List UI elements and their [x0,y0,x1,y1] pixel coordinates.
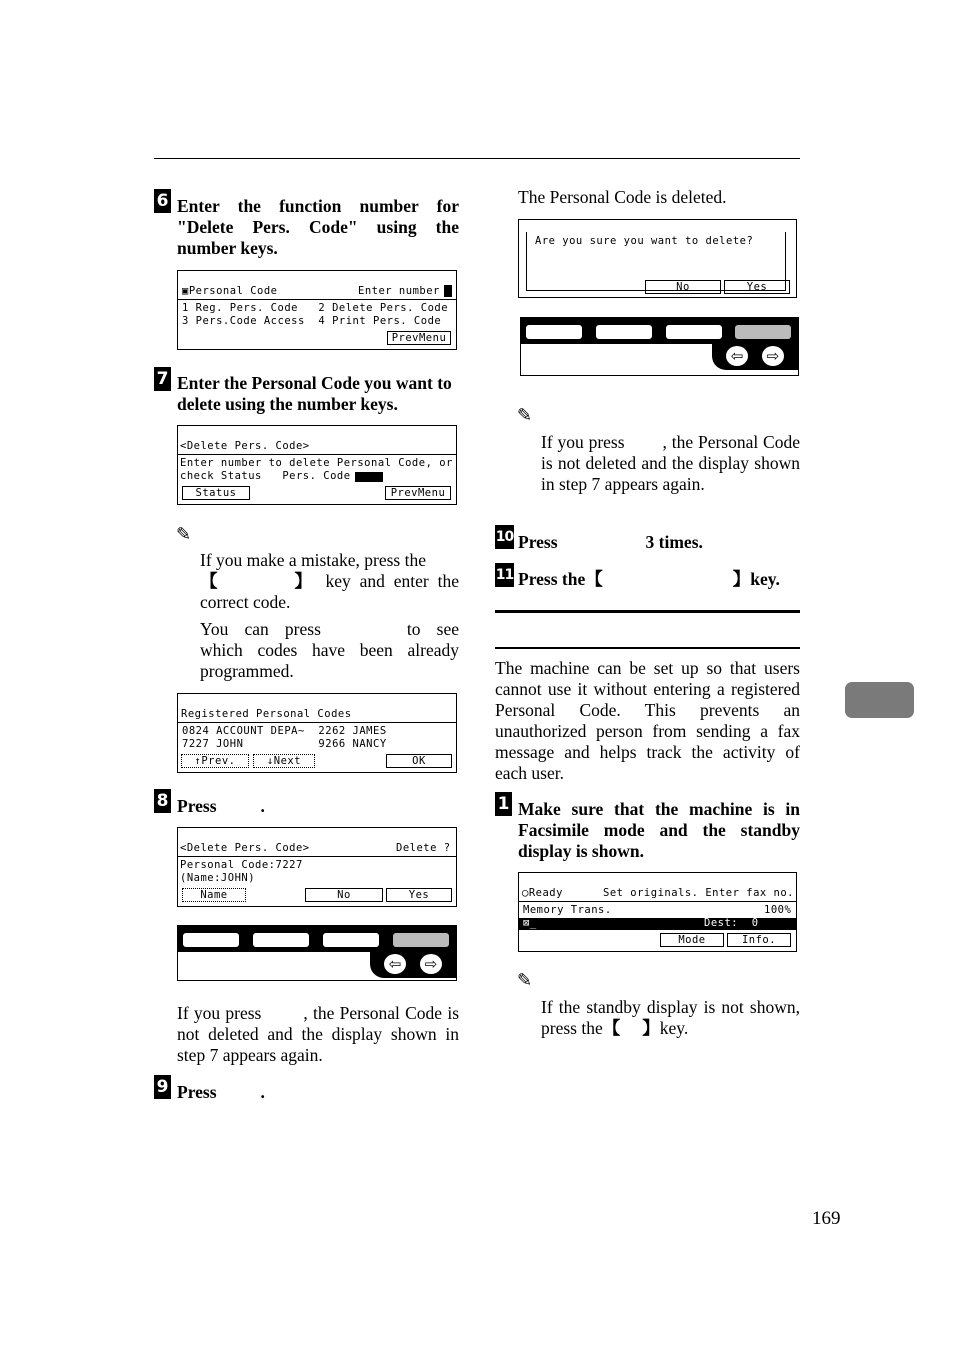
bracket-open: 【 [585,569,603,589]
prev-menu-button[interactable]: PrevMenu [387,331,451,345]
code-entry-field[interactable] [355,472,383,482]
bracket-close: 】 [290,571,317,591]
step-number: 11 [495,563,514,587]
header-rule [154,158,800,159]
lcd-standby-display [518,872,797,952]
step-number: 8 [154,789,171,813]
step-instruction: Press . [177,796,265,816]
no-button[interactable]: No [645,280,721,294]
step-instruction: Press . [177,1082,265,1102]
lcd-line: check Status Pers. Code [180,470,351,482]
section-rule-thin [495,647,800,649]
lcd-title: Personal Code [188,285,278,297]
yes-button[interactable]: Yes [386,888,452,902]
arrow-right-icon[interactable]: ⇨ [762,346,784,366]
cursor-icon [444,285,452,297]
lcd-title: <Delete Pers. Code> [180,842,310,854]
arrow-left-icon[interactable]: ⇦ [384,954,406,974]
page-number: 169 [812,1208,841,1229]
note-text: If you press , the Personal Code is not deleted and the display shown in step 7 appears again. [177,1003,459,1065]
clock-icon: ◯ [522,887,529,899]
lcd-line: Enter number to delete Personal Code, or [180,457,453,469]
function-key[interactable] [393,933,449,947]
note-text: If the standby display is not shown, press the【 】key. [541,997,800,1038]
dest-count: Dest: 0 [704,917,759,929]
lcd-line: 0824 ACCOUNT DEPA~ 2262 JAMES [182,725,387,737]
prev-menu-button[interactable]: PrevMenu [385,486,451,500]
yes-button[interactable]: Yes [724,280,790,294]
lcd-right-label: Delete ? [396,842,451,854]
lcd-title: <Delete Pers. Code> [180,440,310,452]
lcd-delete-pers-code [177,425,457,505]
function-key[interactable] [323,933,379,947]
arrow-right-icon[interactable]: ⇨ [420,954,442,974]
lcd-delete-question [518,219,797,298]
lcd-divider [178,454,456,455]
lcd-line: Personal Code:7227 [180,859,303,871]
note-text: If you make a mistake, press the 【 】 key and enter the correct code. [200,550,459,612]
section-body: The machine can be set up so that users cannot use it without entering a registered Personal Code. This prevents an unauthorized person from sending a fax message and helps track the activity of each user. [495,658,800,783]
step-number: 1 [495,792,512,816]
step-instruction: Make sure that the machine is in Facsimile mode and the standby display is shown. [518,799,800,861]
lcd-line: 3 Pers.Code Access 4 Print Pers. Code [182,315,442,327]
ok-button[interactable]: OK [386,754,452,768]
ready-label: Ready [528,887,563,899]
bracket-open: 【 [602,1018,621,1038]
note-text: If you press , the Personal Code is not deleted and the display shown in step 7 appears again. [541,432,801,494]
lcd-title: Registered Personal Codes [181,708,352,720]
bracket-close: 】 [642,1018,660,1038]
bracket-open: 【 [200,571,223,591]
lcd-divider [178,299,456,300]
note-pencil-icon: ✎ [176,524,192,545]
lcd-delete-confirm [177,827,457,907]
lcd-line: (Name:JOHN) [180,872,256,884]
function-key-panel [520,317,799,376]
note-pencil-icon: ✎ [517,405,533,426]
result-text: The Personal Code is deleted. [518,187,727,207]
chapter-tab [845,682,914,718]
lcd-line: 7227 JOHN 9266 NANCY [182,738,387,750]
function-key[interactable] [183,933,239,947]
prev-page-button[interactable]: ↑Prev. [181,754,249,768]
fax-number-icon: ⊠_ [523,917,537,929]
lcd-personal-code-menu [177,270,457,350]
lcd-divider [178,722,456,723]
lcd-divider [519,901,796,902]
function-key[interactable] [735,325,791,339]
step-instruction: Enter the function number for "Delete Pers. Code" using the number keys. [177,196,459,258]
function-key[interactable] [253,933,309,947]
lcd-line: Are you sure you want to delete? [535,235,754,247]
name-button[interactable]: Name [182,888,246,902]
lcd-registered-codes [177,693,457,773]
lcd-divider [178,856,456,857]
menu-icon: ▣ [182,285,189,297]
next-page-button[interactable]: ↓Next [253,754,315,768]
section-rule-thick [495,610,800,613]
step-instruction: Press 3 times. [518,532,703,552]
function-key[interactable] [596,325,652,339]
function-key-panel [177,925,457,981]
function-key[interactable] [666,325,722,339]
lcd-line: 1 Reg. Pers. Code 2 Delete Pers. Code [182,302,449,314]
function-key[interactable] [526,325,582,339]
step-number: 7 [154,367,171,391]
no-button[interactable]: No [305,888,383,902]
step-number: 10 [495,525,514,549]
lcd-prompt: Enter number [358,285,440,297]
step-instruction: Press the【 】key. [518,569,780,589]
mode-button[interactable]: Mode [660,933,724,947]
step-instruction: Enter the Personal Code you want to delete using the number keys. [177,373,452,414]
lcd-line: Memory Trans. [523,904,612,916]
lcd-prompt: Set originals. Enter fax no. [603,887,795,899]
arrow-left-icon[interactable]: ⇦ [726,346,748,366]
note-pencil-icon: ✎ [517,970,533,991]
note-text: You can press to see which codes have been already programmed. [200,619,459,681]
info-button[interactable]: Info. [727,933,791,947]
step-number: 6 [154,189,171,213]
memory-percent: 100% [764,904,792,916]
step-number: 9 [154,1075,171,1099]
bracket-close: 】 [732,569,751,589]
status-button[interactable]: Status [182,486,250,500]
